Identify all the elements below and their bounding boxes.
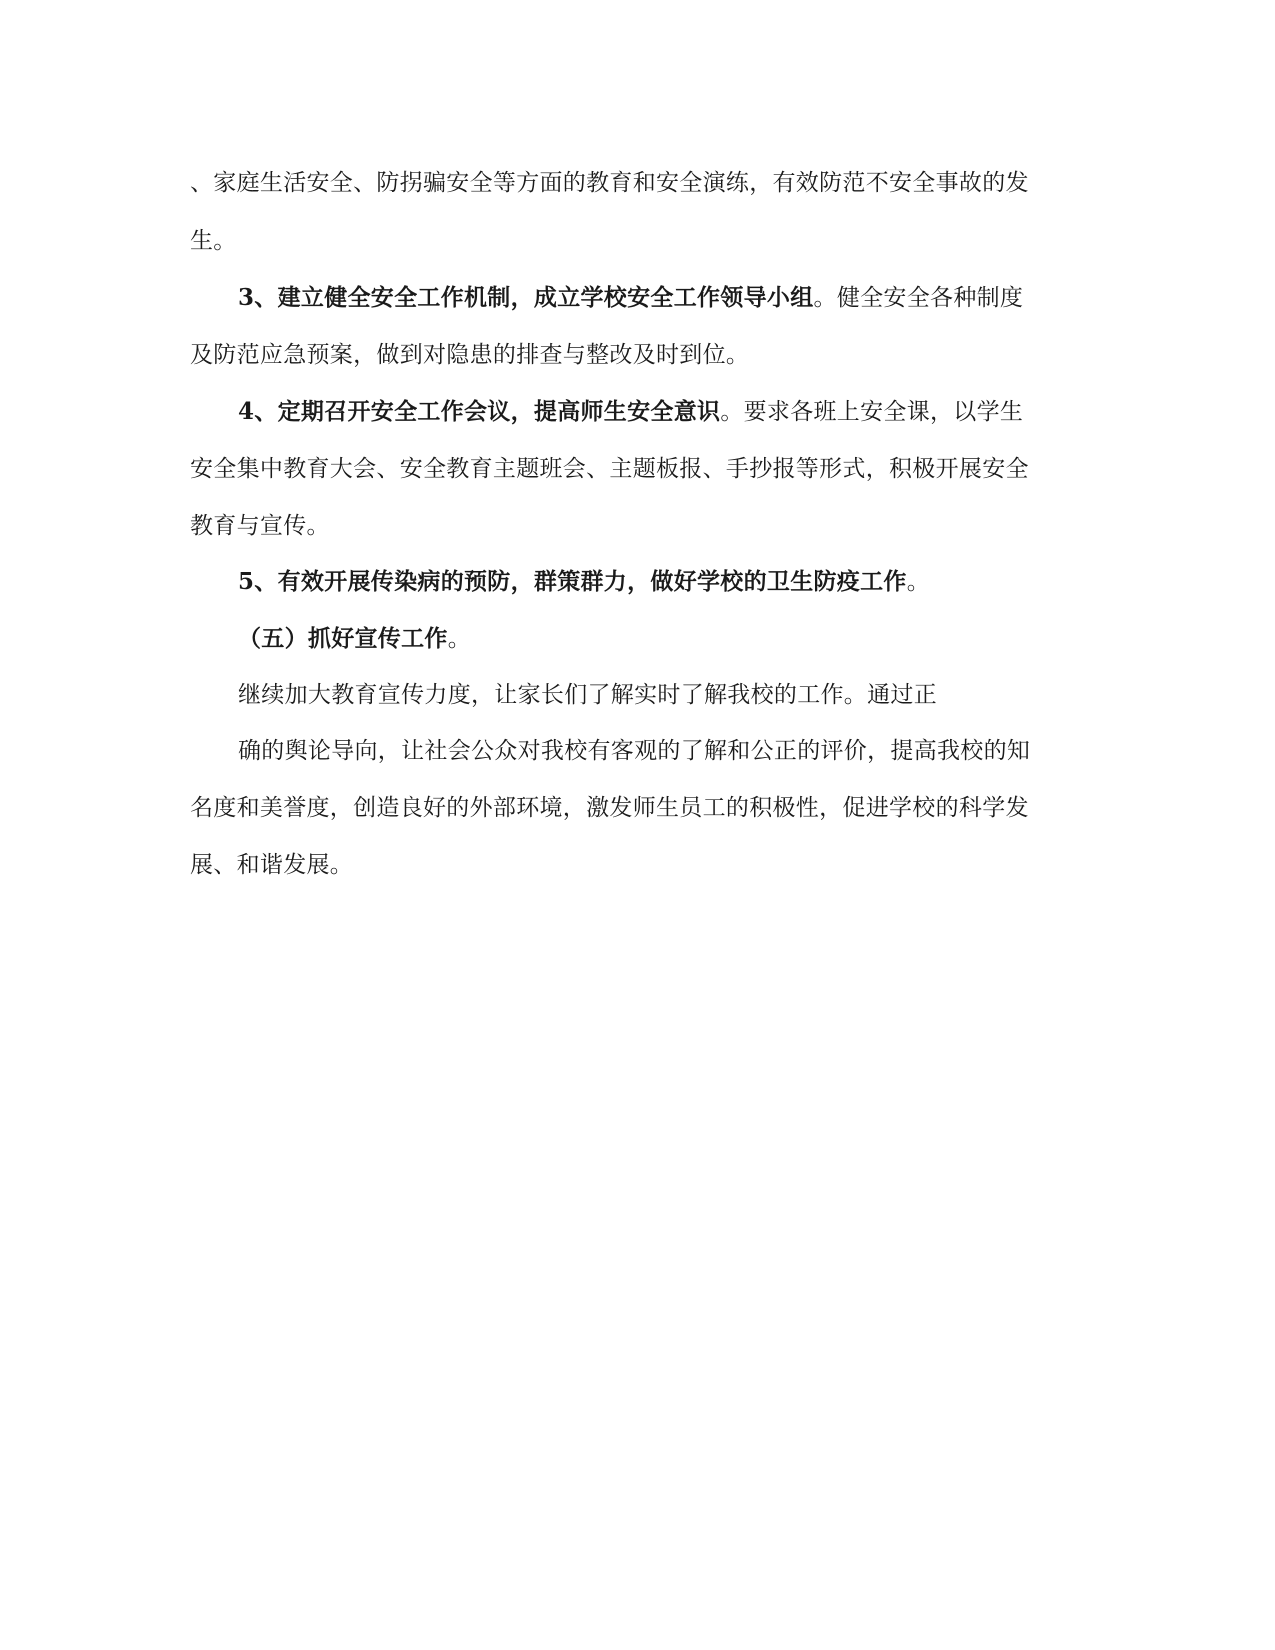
item-4-line [238,397,1138,427]
item-5-text: 。 [906,569,931,595]
item-4-continuation-2: 教育与宣传。 [190,513,330,539]
item-4-text: 。要求各班上安全课，以学生 [720,399,1024,425]
section-5-heading: （五）抓好宣传工作 [238,625,448,652]
text-line-2: 生。 [190,228,237,254]
item-5-line [238,567,1138,597]
section-5-heading-line [238,624,1138,654]
item-5-heading: 5、有效开展传染病的预防，群策群力，做好学校的卫生防疫工作 [238,568,907,595]
item-4-heading: 4、定期召开安全工作会议，提高师生安全意识 [238,398,721,425]
paragraph-1: 继续加大教育宣传力度，让家长们了解实时了解我校的工作。通过正 [238,682,937,708]
item-3-heading: 3、建立健全安全工作机制，成立学校安全工作领导小组 [238,284,814,311]
paragraph-2-line-2: 名度和美誉度，创造良好的外部环境，激发师生员工的积极性，促进学校的科学发 [190,795,1029,821]
item-3-continuation: 及防范应急预案，做到对隐患的排查与整改及时到位。 [190,342,750,368]
paragraph-2-line-3: 展、和谐发展。 [190,852,354,878]
item-4-continuation-1: 安全集中教育大会、安全教育主题班会、主题板报、手抄报等形式，积极开展安全 [190,456,1029,482]
item-3-line [238,283,1138,313]
section-5-punct: 。 [447,626,472,652]
item-3-text: 。健全安全各种制度 [813,285,1024,311]
text-line-1: 、家庭生活安全、防拐骗安全等方面的教育和安全演练，有效防范不安全事故的发 [190,170,1029,196]
paragraph-2-line-1: 确的舆论导向，让社会公众对我校有客观的了解和公正的评价，提高我校的知 [238,738,1031,764]
